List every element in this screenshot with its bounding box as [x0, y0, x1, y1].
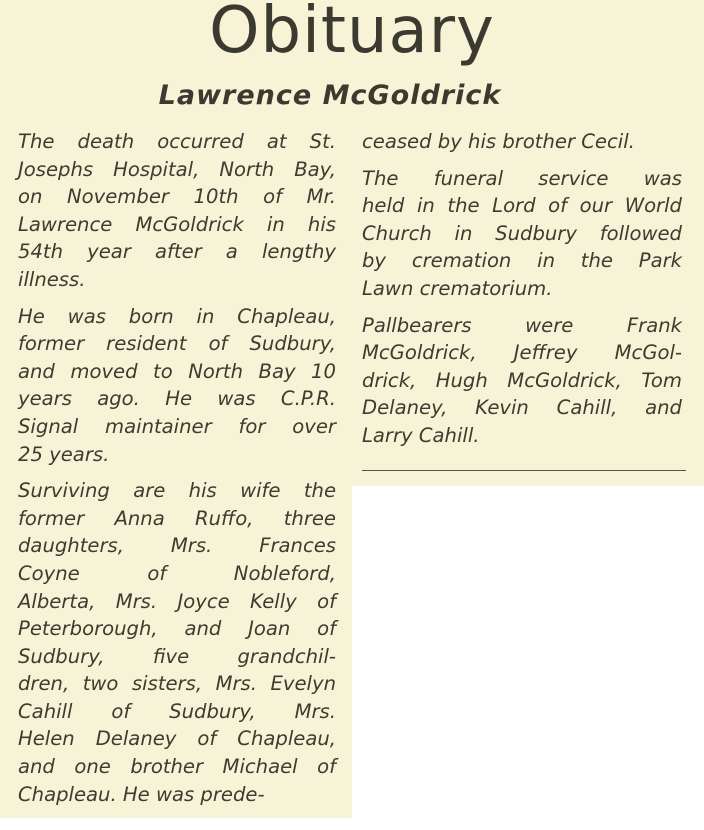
text-line: former resident of Sudbury, [18, 332, 336, 356]
paragraph-pallbearers [362, 312, 682, 450]
text-line: The death occurred at St. [18, 130, 336, 153]
text-line: former Anna Ruffo, three [18, 506, 336, 530]
text-line: and one brother Michael of [18, 755, 336, 779]
text-line: Larry Cahill. [362, 423, 480, 447]
column-end-rule [362, 470, 686, 471]
text-line: Pallbearers were Frank [362, 313, 682, 337]
paragraph-survivors [18, 477, 336, 808]
text-line: Lawn crematorium. [362, 276, 553, 300]
paragraph-predeceased [362, 128, 682, 156]
text-line: 25 years. [18, 442, 110, 466]
text-line: Coyne of Nobleford, [18, 561, 336, 585]
text-line: Signal maintainer for over [18, 414, 336, 438]
text-line: dren, two sisters, Mrs. Evelyn [18, 672, 336, 696]
right-column [362, 128, 682, 459]
text-line: years ago. He was C.P.R. [18, 387, 336, 411]
text-line: Josephs Hospital, North Bay, [18, 157, 336, 181]
text-line: and moved to North Bay 10 [18, 359, 336, 383]
text-line: Delaney, Kevin Cahill, and [362, 396, 682, 420]
text-line: drick, Hugh McGoldrick, Tom [362, 368, 682, 392]
text-line: Helen Delaney of Chapleau, [18, 727, 336, 751]
text-line: Cahill of Sudbury, Mrs. [18, 699, 336, 723]
text-line: Peterborough, and Joan of [18, 617, 336, 641]
deceased-name: Lawrence McGoldrick [158, 80, 502, 111]
text-line: Chapleau. He was prede- [18, 782, 265, 806]
text-line: He was born in Chapleau, [18, 304, 336, 328]
text-line: on November 10th of Mr. [18, 185, 336, 209]
obituary-heading: Obituary [209, 0, 495, 68]
left-column [18, 128, 336, 817]
text-line: Church in Sudbury followed [362, 221, 682, 245]
text-line: ceased by his brother Cecil. [362, 130, 635, 153]
paragraph-funeral-service [362, 165, 682, 303]
text-line: McGoldrick, Jeffrey McGol- [362, 341, 682, 365]
text-line: Lawrence McGoldrick in his [18, 212, 336, 236]
paragraph-biography [18, 303, 336, 469]
text-line: held in the Lord of our World [362, 194, 682, 218]
blank-strip [0, 818, 352, 830]
text-line: daughters, Mrs. Frances [18, 534, 336, 558]
text-line: Alberta, Mrs. Joyce Kelly of [18, 589, 336, 613]
text-line: illness. [18, 267, 86, 291]
text-line: The funeral service was [362, 166, 682, 190]
blank-area [352, 486, 704, 830]
text-line: 54th year after a lengthy [18, 240, 336, 264]
paragraph-death-notice [18, 128, 336, 294]
text-line: Sudbury, five grandchil- [18, 644, 336, 668]
text-line: by cremation in the Park [362, 249, 682, 273]
text-line: Surviving are his wife the [18, 479, 336, 503]
